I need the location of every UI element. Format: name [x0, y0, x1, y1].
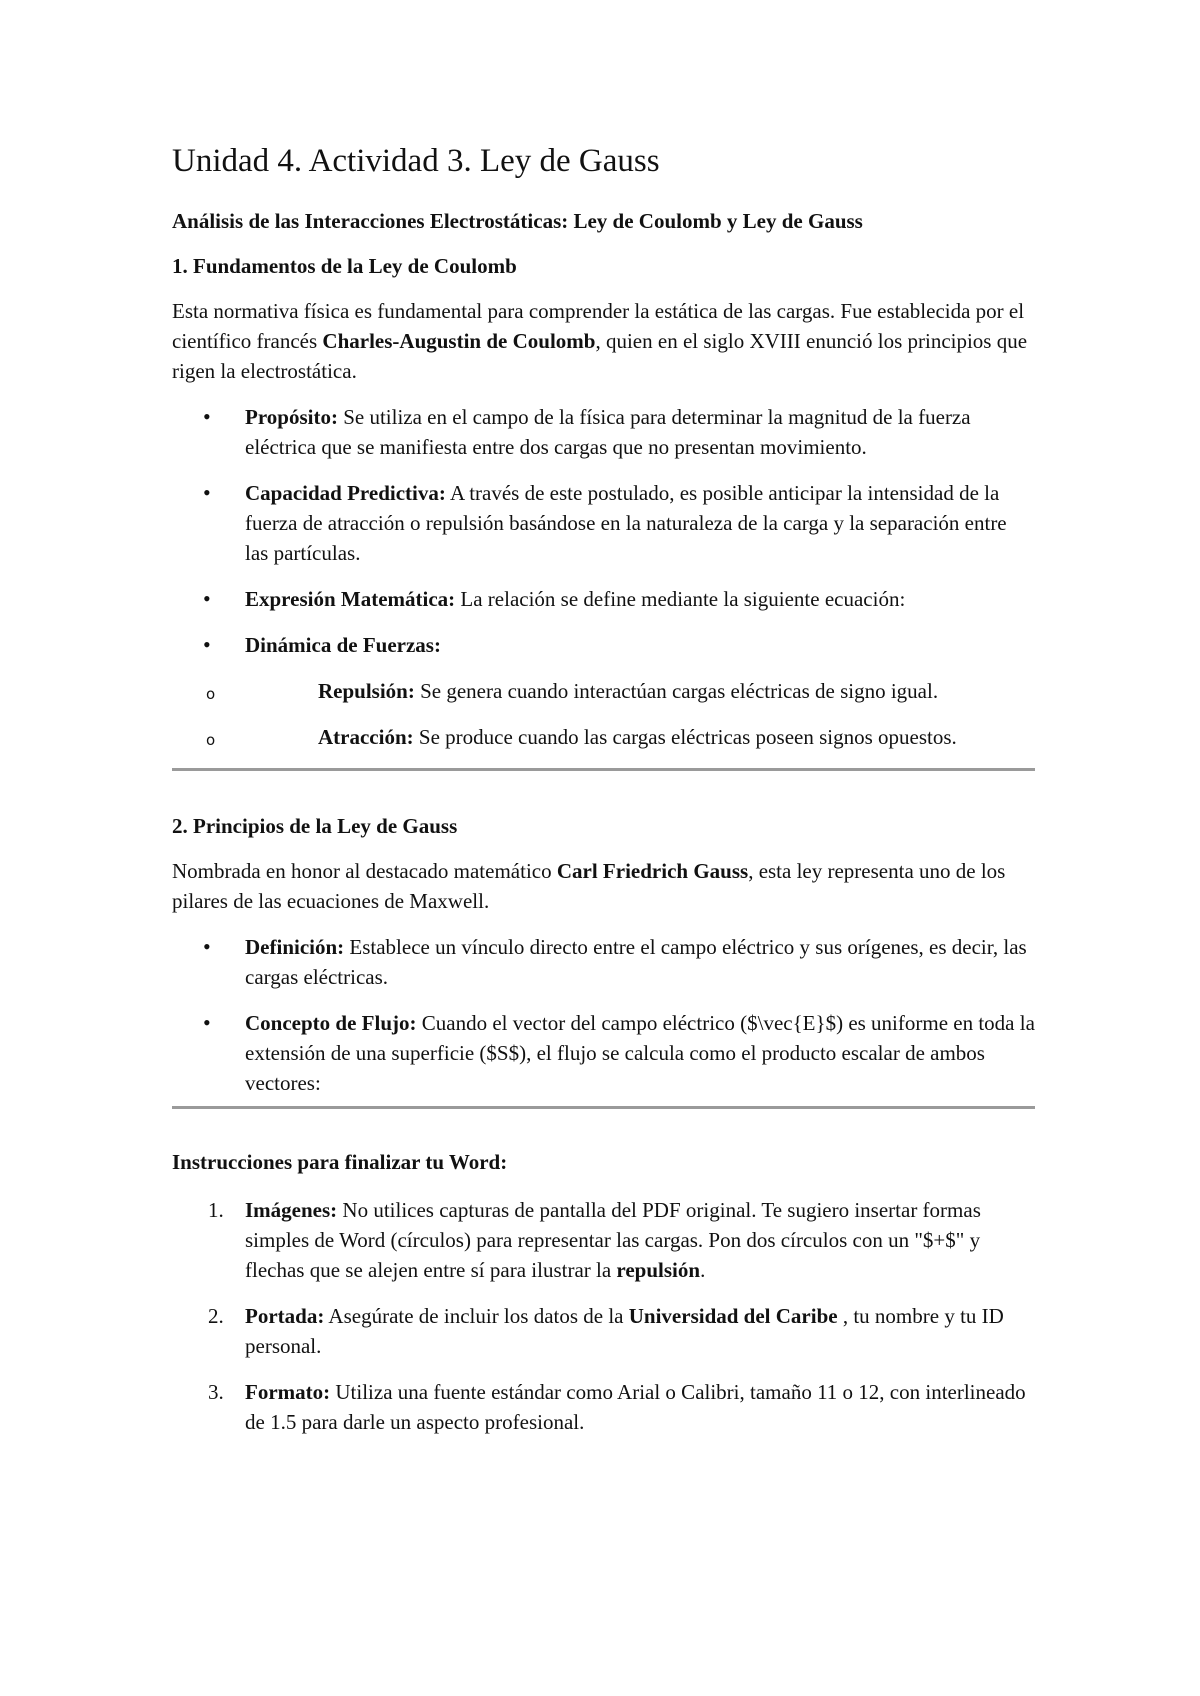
list-item: • Propósito: Se utiliza en el campo de la física para determinar la magnitud de la fuerza eléctrica que se manifiesta entre dos cargas que no presentan movimiento. — [172, 402, 1035, 462]
coulomb-name: Charles-Augustin de Coulomb — [322, 329, 596, 354]
list-item: • Dinámica de Fuerzas: o Repulsión: Se genera cuando interactúan cargas eléctricas de signo igual. o Atracción: Se produce cuando las cargas eléctricas poseen signos opuestos. — [172, 630, 1035, 752]
sub-list-item: o Atracción: Se produce cuando las cargas eléctricas poseen signos opuestos. — [172, 722, 1035, 752]
section-1-intro: Esta normativa física es fundamental para comprender la estática de las cargas. Fue establecida por el científico francés Charles-Augustin de Coulomb, quien en el siglo XVIII enunció los principios que rigen la electrostática. — [172, 299, 1028, 384]
section-1-heading: 1. Fundamentos de la Ley de Coulomb — [172, 253, 517, 278]
list-item: 1. Imágenes: No utilices capturas de pantalla del PDF original. Te sugiero insertar formas simples de Word (círculos) para representar las cargas. Pon dos círculos con un "$+$" y flechas que se alejen entre sí para ilustrar la repulsión. — [208, 1197, 981, 1282]
section-2-intro: Nombrada en honor al destacado matemático Carl Friedrich Gauss, esta ley representa uno de los pilares de las ecuaciones de Maxwell. — [172, 859, 1006, 914]
instructions-list — [172, 1195, 1035, 1437]
gauss-bullet-list — [172, 932, 1035, 1098]
list-item: • Definición: Establece un vínculo directo entre el campo eléctrico y sus orígenes, es decir, las cargas eléctricas. — [172, 932, 1035, 992]
list-item: • Capacidad Predictiva: A través de este postulado, es posible anticipar la intensidad de la fuerza de atracción o repulsión basándose en la naturaleza de la carga y la separación entre las partículas. — [172, 478, 1035, 568]
document-title: Unidad 4. Actividad 3. Ley de Gauss — [172, 143, 660, 179]
list-item: 3. Formato: Utiliza una fuente estándar como Arial o Calibri, tamaño 11 o 12, con interlineado de 1.5 para darle un aspecto profesional. — [208, 1379, 1026, 1434]
section-divider — [172, 768, 1035, 771]
document-subtitle: Análisis de las Interacciones Electrostáticas: Ley de Coulomb y Ley de Gauss — [172, 208, 863, 233]
instructions-heading: Instrucciones para finalizar tu Word: — [172, 1150, 508, 1175]
gauss-name: Carl Friedrich Gauss — [556, 859, 749, 884]
section-divider — [172, 1106, 1035, 1109]
list-item: 2. Portada: Asegúrate de incluir los datos de la Universidad del Caribe , tu nombre y tu ID personal. — [208, 1303, 1004, 1358]
list-item: • Concepto de Flujo: Cuando el vector del campo eléctrico ($\vec{E}$) es uniforme en toda la extensión de una superficie ($S$), el flujo se calcula como el producto escalar de ambos vectores: — [172, 1008, 1035, 1098]
force-dynamics-sublist — [172, 676, 1035, 752]
coulomb-bullet-list — [172, 402, 1035, 752]
sub-list-item: o Repulsión: Se genera cuando interactúan cargas eléctricas de signo igual. — [172, 676, 1035, 706]
section-2-heading: 2. Principios de la Ley de Gauss — [172, 814, 458, 839]
list-item: • Expresión Matemática: La relación se define mediante la siguiente ecuación: — [172, 584, 1035, 614]
